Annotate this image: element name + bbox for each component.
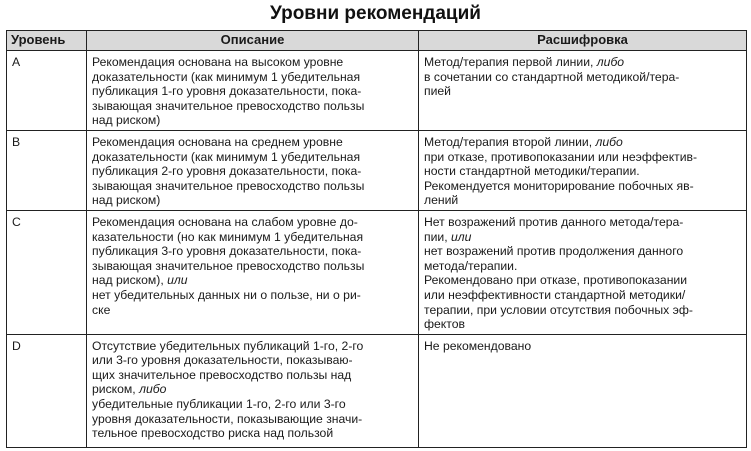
cell-text: нет возражений против продолжения данного (424, 244, 684, 259)
cell-text: фектов (424, 317, 465, 332)
cell-text: Рекомендуется мониторирование побочных яв- (424, 178, 694, 193)
decoding-cell (419, 210, 747, 334)
table-row (7, 210, 747, 334)
description-cell (87, 130, 419, 210)
level-cell: A (7, 51, 87, 131)
cell-text-line: Рекомендация основана на высоком уровне (92, 55, 344, 69)
cell-text-line (92, 412, 414, 427)
cell-text-line (424, 135, 742, 150)
column-header-level: Уровень (7, 31, 87, 51)
cell-text-line (92, 244, 414, 259)
cell-text-line (424, 317, 742, 332)
cell-text: Отсутствие убедительных публикаций 1-го, 2-го (92, 338, 364, 353)
cell-italic-conjunction: или (451, 229, 472, 244)
description-cell (87, 210, 419, 334)
cell-text-line: доказательности (как минимум 1 убедительная (92, 149, 361, 164)
recommendation-levels-table (6, 30, 747, 448)
cell-text: Метод/терапия первой линии, (424, 55, 597, 69)
cell-italic-conjunction: или (167, 273, 188, 288)
cell-text-line (424, 244, 742, 259)
description-cell (87, 334, 419, 447)
cell-text-line: зывающая значительное превосходство пользы (92, 98, 365, 113)
cell-text: казательности (но как минимум 1 убедительная (92, 229, 364, 244)
table-row (7, 334, 747, 447)
cell-italic-conjunction: либо (595, 134, 623, 149)
cell-text-line: зывающая значительное превосходство пользы (92, 178, 365, 193)
cell-text: терапии, при условии отсутствия побочных эф- (424, 302, 693, 317)
cell-text-line (424, 55, 742, 70)
cell-text-line (92, 426, 414, 441)
decoding-cell (419, 51, 747, 131)
cell-text-line (92, 303, 414, 318)
cell-text-line (92, 259, 414, 274)
cell-text: Рекомендация основана на слабом уровне до- (92, 214, 358, 229)
cell-text: ности стандартной методики/терапии. (424, 164, 640, 179)
cell-text-line (424, 150, 742, 165)
cell-italic-conjunction: либо (596, 55, 625, 69)
cell-text: Рекомендовано при отказе, противопоказании (424, 273, 688, 288)
cell-text-line (424, 288, 742, 303)
cell-text: ске (92, 302, 111, 317)
cell-text: тельное превосходство риска над пользой (92, 426, 334, 441)
description-cell (87, 51, 419, 131)
cell-text: пии, (424, 229, 451, 244)
cell-text: щих значительное превосходство пользы над (92, 367, 352, 382)
table-row (7, 130, 747, 210)
cell-text-line (424, 230, 742, 245)
cell-text-line (92, 382, 414, 397)
cell-text-line (424, 215, 742, 230)
cell-text-line (424, 179, 742, 194)
level-cell: B (7, 130, 87, 210)
cell-text: риском, (92, 382, 140, 397)
cell-text-line (92, 230, 414, 245)
cell-text: публикация 3-го уровня доказательности, пока- (92, 244, 362, 259)
cell-text-line (424, 84, 742, 99)
level-cell: C (7, 210, 87, 334)
cell-text-line (424, 164, 742, 179)
table-header-row (7, 31, 747, 51)
table-row (7, 51, 747, 131)
decoding-cell (419, 334, 747, 447)
cell-text-line: Рекомендация основана на среднем уровне (92, 134, 343, 149)
cell-text-line: публикация 1-го уровня доказательности, пока- (92, 84, 362, 99)
cell-text: Метод/терапия второй линии, (424, 134, 596, 149)
cell-text-line (424, 303, 742, 318)
cell-text: или неэффективности стандартной методики/ (424, 287, 686, 302)
cell-text-line (92, 368, 414, 383)
cell-text: уровня доказательности, показывающие значи- (92, 411, 363, 426)
column-header-description: Описание (87, 31, 419, 51)
cell-text: метода/терапии. (424, 258, 518, 273)
column-header-decoding: Расшифровка (419, 31, 747, 51)
cell-text-line (92, 339, 414, 354)
cell-text: лений (424, 193, 459, 208)
cell-text-line (92, 353, 414, 368)
cell-text-line (92, 215, 414, 230)
cell-text-line (424, 193, 742, 208)
cell-text-line (424, 339, 742, 354)
cell-text: при отказе, противопоказании или неэффектив- (424, 149, 698, 164)
cell-text: в сочетании со стандартной методикой/тера- (424, 69, 680, 84)
cell-text-line (424, 70, 742, 85)
page-title: Уровни рекомендаций (270, 3, 481, 24)
cell-text-line (92, 288, 414, 303)
cell-text-line (424, 273, 742, 288)
cell-text-line (424, 259, 742, 274)
cell-text: или 3-го уровня доказательности, показываю- (92, 353, 353, 368)
decoding-cell (419, 130, 747, 210)
cell-text: над риском), (92, 273, 168, 288)
cell-text: Не рекомендовано (424, 338, 532, 353)
cell-text: нет убедительных данных ни о пользе, ни о ри- (92, 287, 361, 302)
cell-text-line: доказательности (как минимум 1 убедительная (92, 69, 361, 84)
cell-text-line: над риском) (92, 113, 161, 128)
cell-text-line (92, 273, 414, 288)
cell-text: убедительные публикации 1-го, 2-го или 3-го (92, 397, 346, 412)
cell-italic-conjunction: либо (139, 382, 167, 397)
cell-text-line: над риском) (92, 193, 161, 208)
cell-text-line (92, 397, 414, 412)
cell-text: зывающая значительное превосходство пользы (92, 258, 365, 273)
cell-text: Нет возражений против данного метода/тера- (424, 214, 684, 229)
cell-text: пией (424, 84, 451, 99)
cell-text-line: публикация 2-го уровня доказательности, пока- (92, 164, 362, 179)
level-cell: D (7, 334, 87, 447)
